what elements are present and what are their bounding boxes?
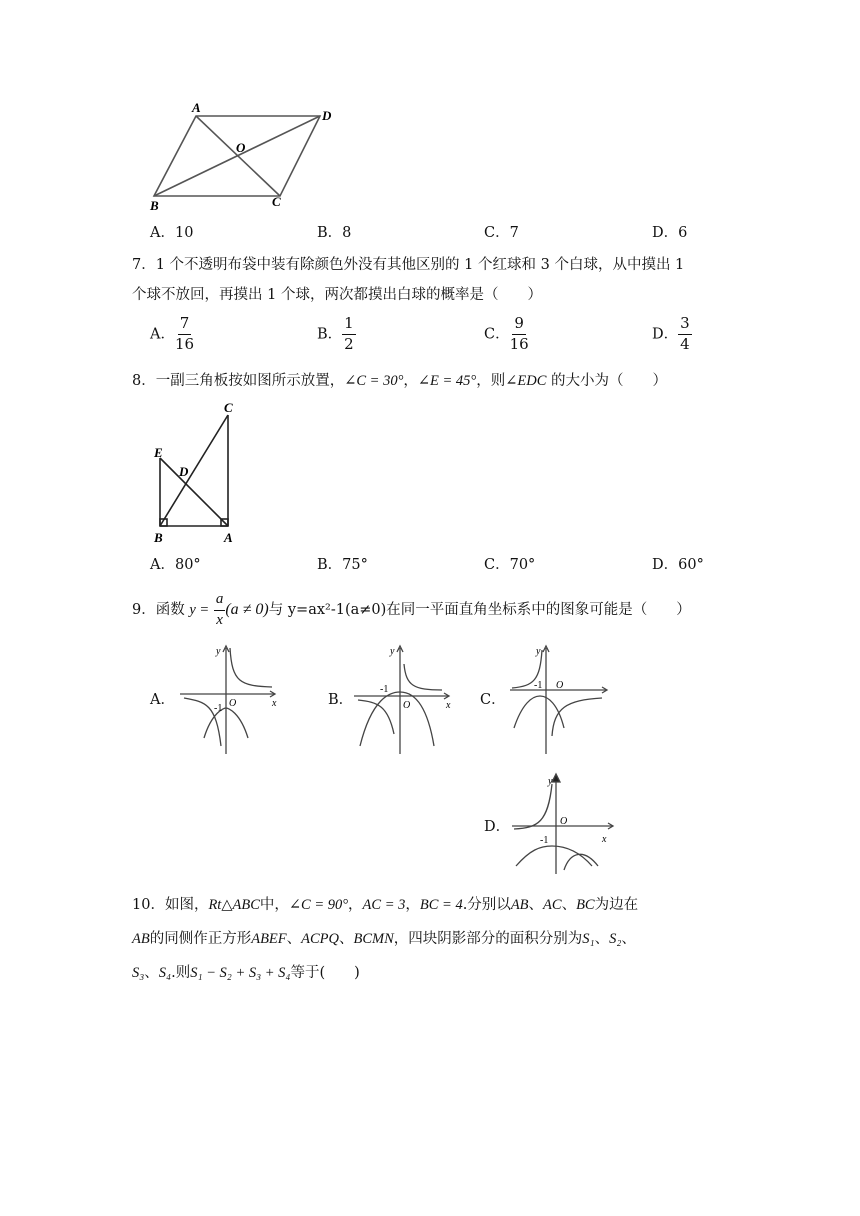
origin-label: O xyxy=(560,816,568,827)
origin-label: O xyxy=(556,680,564,691)
edge-ea xyxy=(160,458,228,526)
area-s2: S₂ xyxy=(609,931,622,947)
stem-text: 8．一副三角板按如图所示放置， xyxy=(132,373,345,389)
angle-e: ∠E = 45° xyxy=(417,373,477,389)
q6-option-d[interactable] xyxy=(652,226,687,241)
label-b: B xyxy=(150,198,159,212)
stem-text: 与 y=ax²-1(a≠0)在同一平面直角坐标系中的图象可能是（ ） xyxy=(268,602,691,618)
option-letter: A． xyxy=(150,225,175,241)
option-letter: C． xyxy=(484,225,510,241)
angle-c: ∠C = 90° xyxy=(288,897,349,913)
triangle-name: Rt△ABC xyxy=(208,897,260,913)
condition: (a ≠ 0) xyxy=(225,601,269,619)
option-letter: A． xyxy=(150,557,175,573)
q7-option-b[interactable] xyxy=(317,316,356,353)
diagonal-bd xyxy=(154,116,320,196)
stem-sep: 、 xyxy=(286,931,302,947)
label-d: D xyxy=(179,464,189,479)
q9-graph-a[interactable] xyxy=(176,642,280,756)
fraction-a-over-x xyxy=(214,592,226,629)
stem-text: 10．如图， xyxy=(132,897,209,913)
angle-c: ∠C = 30° xyxy=(344,373,404,389)
q9-option-d-label[interactable]: D． xyxy=(484,819,511,835)
numerator: 1 xyxy=(342,316,356,335)
option-letter: B． xyxy=(317,225,343,241)
stem-sep: 、 xyxy=(621,931,636,947)
square-bcmn: BCMN xyxy=(353,931,394,947)
square-acpq: ACPQ xyxy=(301,931,340,947)
label-d: D xyxy=(322,108,332,123)
option-letter: A． xyxy=(150,326,175,343)
option-letter: D． xyxy=(652,326,679,343)
q10-stem-line2 xyxy=(132,932,636,947)
option-letter: C． xyxy=(484,557,510,573)
y-label: y xyxy=(548,776,553,787)
q9-option-b-label[interactable]: B． xyxy=(328,692,354,708)
numerator: 3 xyxy=(678,316,692,335)
hyperbola-branch-q1 xyxy=(404,664,442,690)
stem-text: 中， xyxy=(259,897,289,913)
stem-sep: 、 xyxy=(561,897,577,913)
hyperbola-branch-q2 xyxy=(514,784,552,829)
q8-stem xyxy=(132,374,667,389)
fraction xyxy=(342,316,356,353)
q9-option-a-label[interactable]: A． xyxy=(150,692,175,708)
hyperbola-branch-q4 xyxy=(552,698,602,736)
q7-option-c[interactable] xyxy=(484,316,529,353)
q6-option-b[interactable] xyxy=(317,226,351,241)
q10-stem-line1 xyxy=(132,898,638,913)
q10-stem-line3 xyxy=(132,966,360,981)
q8-triangle-figure xyxy=(148,398,248,546)
label-c: C xyxy=(272,194,281,209)
stem-text: 为边在 xyxy=(594,897,639,913)
denominator: 16 xyxy=(509,334,529,353)
q8-option-b[interactable] xyxy=(317,558,368,573)
expression: S₁ − S₂ + S₃ + S₄ xyxy=(190,965,291,981)
option-text: 60° xyxy=(678,557,704,573)
option-text: 70° xyxy=(509,557,536,573)
q6-parallelogram-figure xyxy=(140,100,350,212)
side-ab: AB xyxy=(132,931,150,947)
option-text: 75° xyxy=(342,557,368,573)
q9-option-c-label[interactable]: C． xyxy=(480,692,506,708)
label-o: O xyxy=(236,140,246,155)
denominator: 4 xyxy=(680,334,690,353)
q8-option-d[interactable] xyxy=(652,558,704,573)
area-s3: S₃ xyxy=(132,965,145,981)
q9-graph-d[interactable] xyxy=(508,770,618,874)
q6-option-c[interactable] xyxy=(484,226,519,241)
denominator: 2 xyxy=(344,334,354,353)
y-label: y xyxy=(536,646,541,657)
origin-label: O xyxy=(229,698,237,709)
stem-sep: 、 xyxy=(528,897,544,913)
area-s1: S₁ xyxy=(582,931,595,947)
stem-text: .分别以 xyxy=(462,897,511,913)
neg1-label: -1 xyxy=(540,835,549,846)
q7-stem-line2: 个球不放回，再摸出 1 个球，两次都摸出白球的概率是（ ） xyxy=(132,287,542,303)
neg1-label: -1 xyxy=(214,703,223,714)
q9-graph-c[interactable] xyxy=(506,642,612,756)
stem-sep: 、 xyxy=(594,931,610,947)
parabola-down xyxy=(514,696,564,728)
option-letter: B． xyxy=(317,326,343,343)
parabola-down xyxy=(360,692,434,746)
y-label: y xyxy=(216,646,221,657)
stem-text: 等于( ) xyxy=(290,965,360,981)
option-letter: D． xyxy=(652,225,679,241)
fraction xyxy=(678,316,692,353)
stem-sep: ， xyxy=(405,897,420,913)
denominator: 16 xyxy=(174,334,195,353)
q7-option-a[interactable] xyxy=(150,316,194,353)
square-abef: ABEF xyxy=(251,931,287,947)
origin-label: O xyxy=(403,700,411,711)
hyperbola-branch-q3 xyxy=(358,700,394,734)
q9-graph-b[interactable] xyxy=(350,642,454,756)
option-letter: C． xyxy=(484,326,510,343)
stem-sep: 、 xyxy=(144,965,159,981)
parabola-down xyxy=(516,846,592,866)
q9-stem xyxy=(132,592,691,629)
q7-stem-line1: 7．1 个不透明布袋中装有除颜色外没有其他区别的 1 个红球和 3 个白球，从中摸出 1 xyxy=(132,257,685,273)
area-s4: S₄ xyxy=(158,965,172,981)
x-label: x xyxy=(272,698,277,709)
stem-text: 9．函数 xyxy=(132,602,185,618)
stem-text: 的同侧作正方形 xyxy=(149,931,252,947)
q8-option-a[interactable] xyxy=(150,558,201,573)
numerator: 9 xyxy=(512,316,526,335)
length-bc: BC = 4 xyxy=(419,897,463,913)
stem-sep: ， xyxy=(403,373,418,389)
option-letter: D． xyxy=(652,557,679,573)
option-text: 6 xyxy=(678,225,688,241)
option-text: 10 xyxy=(174,225,194,241)
stem-text: .则 xyxy=(171,965,191,981)
label-a: A xyxy=(224,530,233,545)
q8-option-c[interactable] xyxy=(484,558,535,573)
q6-option-a[interactable] xyxy=(150,226,193,241)
x-label: x xyxy=(602,834,607,845)
hyperbola-branch-q4 xyxy=(564,854,598,870)
stem-sep: ， xyxy=(348,897,363,913)
label-b: B xyxy=(154,530,163,545)
x-label: x xyxy=(446,700,451,711)
length-ac: AC = 3 xyxy=(362,897,406,913)
option-text: 8 xyxy=(342,225,352,241)
label-e: E xyxy=(154,445,163,460)
label-a: A xyxy=(192,100,201,115)
stem-text: ，则 xyxy=(476,373,506,389)
option-letter: B． xyxy=(317,557,343,573)
stem-sep: 、 xyxy=(339,931,354,947)
side-bc: BC xyxy=(576,897,595,913)
fraction xyxy=(175,316,194,353)
edge-cb xyxy=(160,415,228,526)
y-label: y xyxy=(390,646,395,657)
side-ac: AC xyxy=(543,897,562,913)
numerator: a xyxy=(214,592,226,611)
option-text: 80° xyxy=(174,557,201,573)
y-arrow-icon xyxy=(552,774,560,782)
label-c: C xyxy=(224,400,233,415)
fraction xyxy=(510,316,529,353)
numerator: 7 xyxy=(178,316,192,335)
hyperbola-branch-q1 xyxy=(230,648,272,687)
neg1-label: -1 xyxy=(380,684,389,695)
denominator: x xyxy=(216,611,223,628)
angle-edc: ∠EDC xyxy=(505,373,547,389)
stem-text: ，四块阴影部分的面积分别为 xyxy=(393,931,583,947)
stem-text: 的大小为（ ） xyxy=(546,373,667,389)
function-lhs: y = xyxy=(189,602,210,618)
option-text: 7 xyxy=(509,225,519,241)
neg1-label: -1 xyxy=(534,680,543,691)
side-ab: AB xyxy=(510,897,529,913)
q7-option-d[interactable] xyxy=(652,316,692,353)
